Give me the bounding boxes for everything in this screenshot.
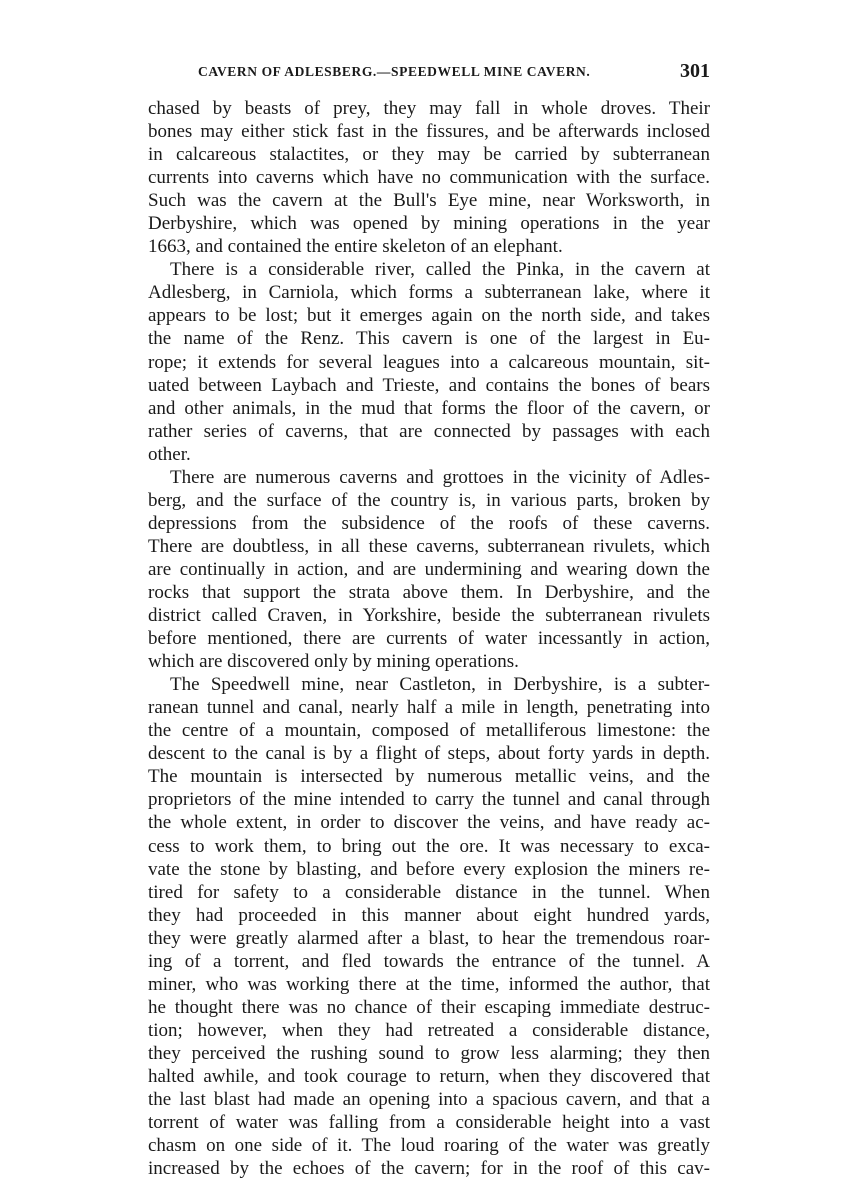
text-line: descent to the canal is by a flight of steps, about forty yards in depth. [148,743,710,765]
text-line: the name of the Renz. This cavern is one of the largest in Eu- [148,328,710,350]
text-line: they were greatly alarmed after a blast, to hear the tremendous roar- [148,927,710,949]
text-line: increased by the echoes of the cavern; for in the roof of this cav- [148,1158,710,1180]
text-line: There is a considerable river, called the Pinka, in the cavern at [170,259,710,281]
text-line: appears to be lost; but it emerges again on the north side, and takes [148,305,710,327]
text-line: chased by beasts of prey, they may fall in whole droves. Their [148,98,710,119]
text-line: ranean tunnel and canal, nearly half a mile in length, penetrating into [148,697,710,719]
running-header [148,60,710,88]
text-line: There are numerous caverns and grottoes in the vicinity of Adles- [170,466,710,488]
text-line: and other animals, in the mud that forms the floor of the cavern, or [148,397,710,419]
text-line: rope; it extends for several leagues into a calcareous mountain, sit- [148,351,710,373]
text-line: The mountain is intersected by numerous metallic veins, and the [148,766,710,788]
text-line: cess to work them, to bring out the ore. It was necessary to exca- [148,835,710,857]
text-line: ing of a torrent, and fled towards the entrance of the tunnel. A [148,950,710,972]
text-line: he thought there was no chance of their escaping immediate destruc- [148,996,710,1018]
page-number: 301 [680,60,710,82]
text-line: the whole extent, in order to discover the veins, and have ready ac- [148,812,710,834]
text-line: uated between Laybach and Trieste, and contains the bones of bears [148,374,710,396]
text-line: they perceived the rushing sound to grow less alarming; they then [148,1042,710,1064]
text-line: they had proceeded in this manner about eight hundred yards, [148,904,710,926]
text-line: district called Craven, in Yorkshire, beside the subterranean rivulets [148,605,710,627]
text-line: currents into caverns which have no communication with the surface. [148,167,710,189]
text-line: tired for safety to a considerable distance in the tunnel. When [148,881,710,903]
running-title: CAVERN OF ADLESBERG.—SPEEDWELL MINE CAVERN. [198,64,591,79]
text-line: bones may either stick fast in the fissures, and be afterwards inclosed [148,121,710,143]
text-line: torrent of water was falling from a considerable height into a vast [148,1112,710,1134]
text-line: tion; however, when they had retreated a considerable distance, [148,1019,710,1041]
text-line: before mentioned, there are currents of water incessantly in action, [148,628,710,650]
text-line: Such was the cavern at the Bull's Eye mine, near Worksworth, in [148,190,710,212]
text-line: the centre of a mountain, composed of metalliferous limestone: the [148,720,710,742]
text-line: Derbyshire, which was opened by mining operations in the year [148,213,710,235]
text-line: There are doubtless, in all these caverns, subterranean rivulets, which [148,535,710,557]
text-line: berg, and the surface of the country is, in various parts, broken by [148,489,710,511]
text-line: halted awhile, and took courage to return, when they discovered that [148,1065,710,1087]
text-line: chasm on one side of it. The loud roaring of the water was greatly [148,1135,710,1157]
text-line: are continually in action, and are undermining and wearing down the [148,558,710,580]
text-line: rocks that support the strata above them. In Derbyshire, and the [148,581,710,603]
text-line: proprietors of the mine intended to carry the tunnel and canal through [148,789,710,811]
text-line: rather series of caverns, that are connected by passages with each [148,420,710,442]
text-line: in calcareous stalactites, or they may be carried by subterranean [148,144,710,166]
text-line: Adlesberg, in Carniola, which forms a subterranean lake, where it [148,282,710,304]
text-line: vate the stone by blasting, and before every explosion the miners re- [148,858,710,880]
text-line: other. [148,443,191,465]
text-line: the last blast had made an opening into a spacious cavern, and that a [148,1089,710,1111]
text-line: The Speedwell mine, near Castleton, in Derbyshire, is a subter- [170,674,710,696]
text-line: depressions from the subsidence of the roofs of these caverns. [148,512,710,534]
body-text [148,97,710,1180]
text-line: miner, who was working there at the time, informed the author, that [148,973,710,995]
text-line: which are discovered only by mining operations. [148,651,519,673]
text-line: 1663, and contained the entire skeleton of an elephant. [148,236,563,258]
